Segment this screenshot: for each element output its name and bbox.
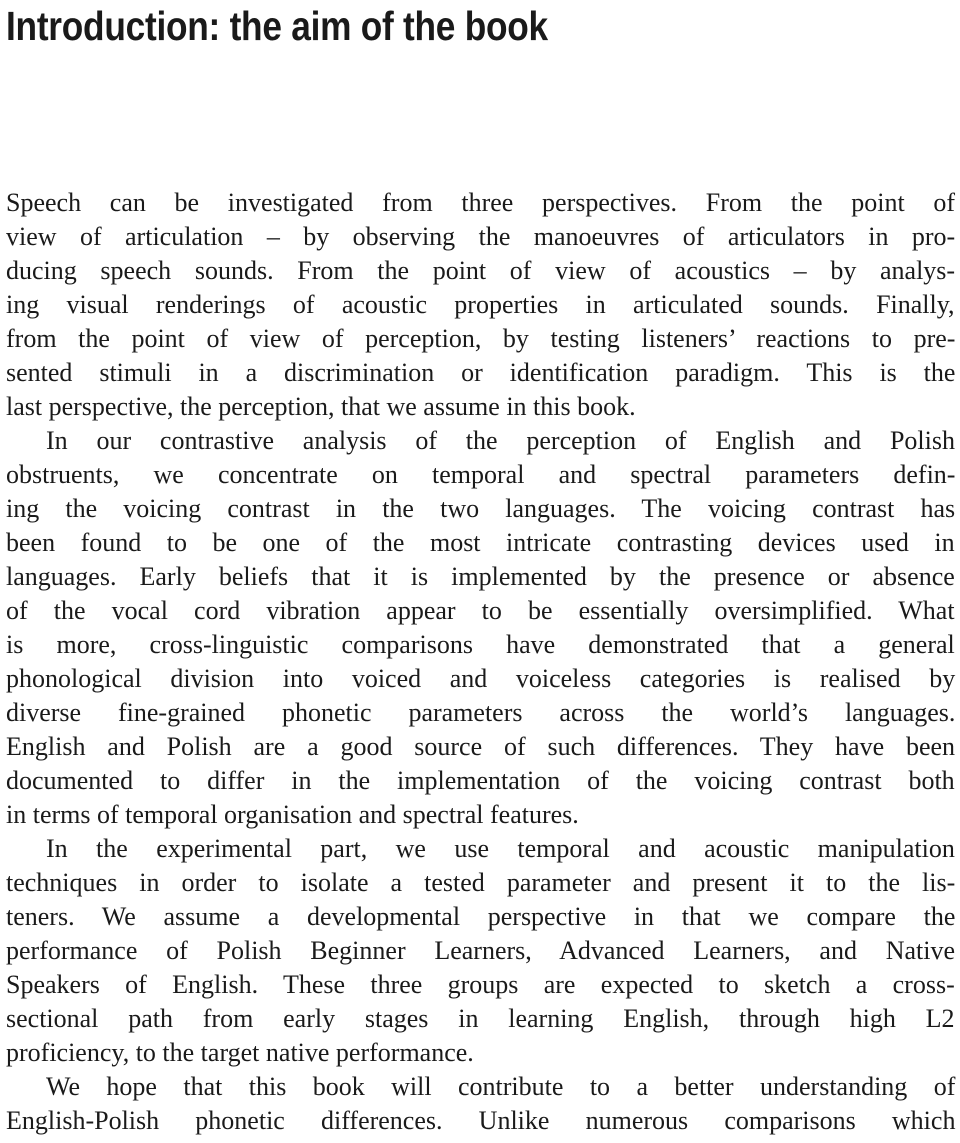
text-line: view of articulation – by observing the manoeuvres of articulators in pro- [6,222,956,251]
paragraph-4 [6,1070,955,1138]
text-line: Speakers of English. These three groups are expected to sketch a cross- [6,970,955,999]
text-line: ing visual renderings of acoustic properties in articulated sounds. Finally, [6,290,955,319]
paragraph-3 [6,832,955,1070]
text-line: proficiency, to the target native performance. [6,1038,474,1067]
book-page [6,0,956,1135]
text-line: teners. We assume a developmental perspective in that we compare the [6,902,956,931]
text-line: In the experimental part, we use temporal and acoustic manipulation [46,834,955,863]
text-line: been found to be one of the most intricate contrasting devices used in [6,528,955,557]
text-line: ducing speech sounds. From the point of view of acoustics – by analys- [6,256,956,285]
text-line: languages. Early beliefs that it is implemented by the presence or absence [6,562,955,591]
text-line: performance of Polish Beginner Learners, Advanced Learners, and Native [6,936,956,965]
text-line: English-Polish phonetic differences. Unlike numerous comparisons which [6,1106,956,1135]
text-line: from the point of view of perception, by testing listeners’ reactions to pre- [6,324,956,353]
text-line: ing the voicing contrast in the two languages. The voicing contrast has [6,494,956,523]
text-line: is more, cross-linguistic comparisons have demonstrated that a general [6,630,955,659]
chapter-body [6,186,955,1138]
text-line: In our contrastive analysis of the perception of English and Polish [46,426,955,455]
paragraph-1 [6,186,955,424]
text-line: last perspective, the perception, that we assume in this book. [6,392,636,421]
text-line: Speech can be investigated from three perspectives. From the point of [6,188,956,217]
text-line: documented to differ in the implementation of the voicing contrast both [6,766,955,795]
text-line: techniques in order to isolate a tested parameter and present it to the lis- [6,868,956,897]
text-line: in terms of temporal organisation and spectral features. [6,800,579,829]
chapter-heading: Introduction: the aim of the book [6,3,548,49]
text-line: sectional path from early stages in learning English, through high L2 [6,1004,955,1033]
paragraph-2 [6,424,955,832]
text-line: of the vocal cord vibration appear to be essentially oversimplified. What [6,596,955,625]
text-line: phonological division into voiced and voiceless categories is realised by [6,664,956,693]
text-line: obstruents, we concentrate on temporal and spectral parameters defin- [6,460,956,489]
text-line: We hope that this book will contribute to a better understanding of [46,1072,956,1101]
text-line: sented stimuli in a discrimination or identification paradigm. This is the [6,358,956,387]
text-line: English and Polish are a good source of such differences. They have been [6,732,956,761]
text-line: diverse fine-grained phonetic parameters across the world’s languages. [6,698,956,727]
